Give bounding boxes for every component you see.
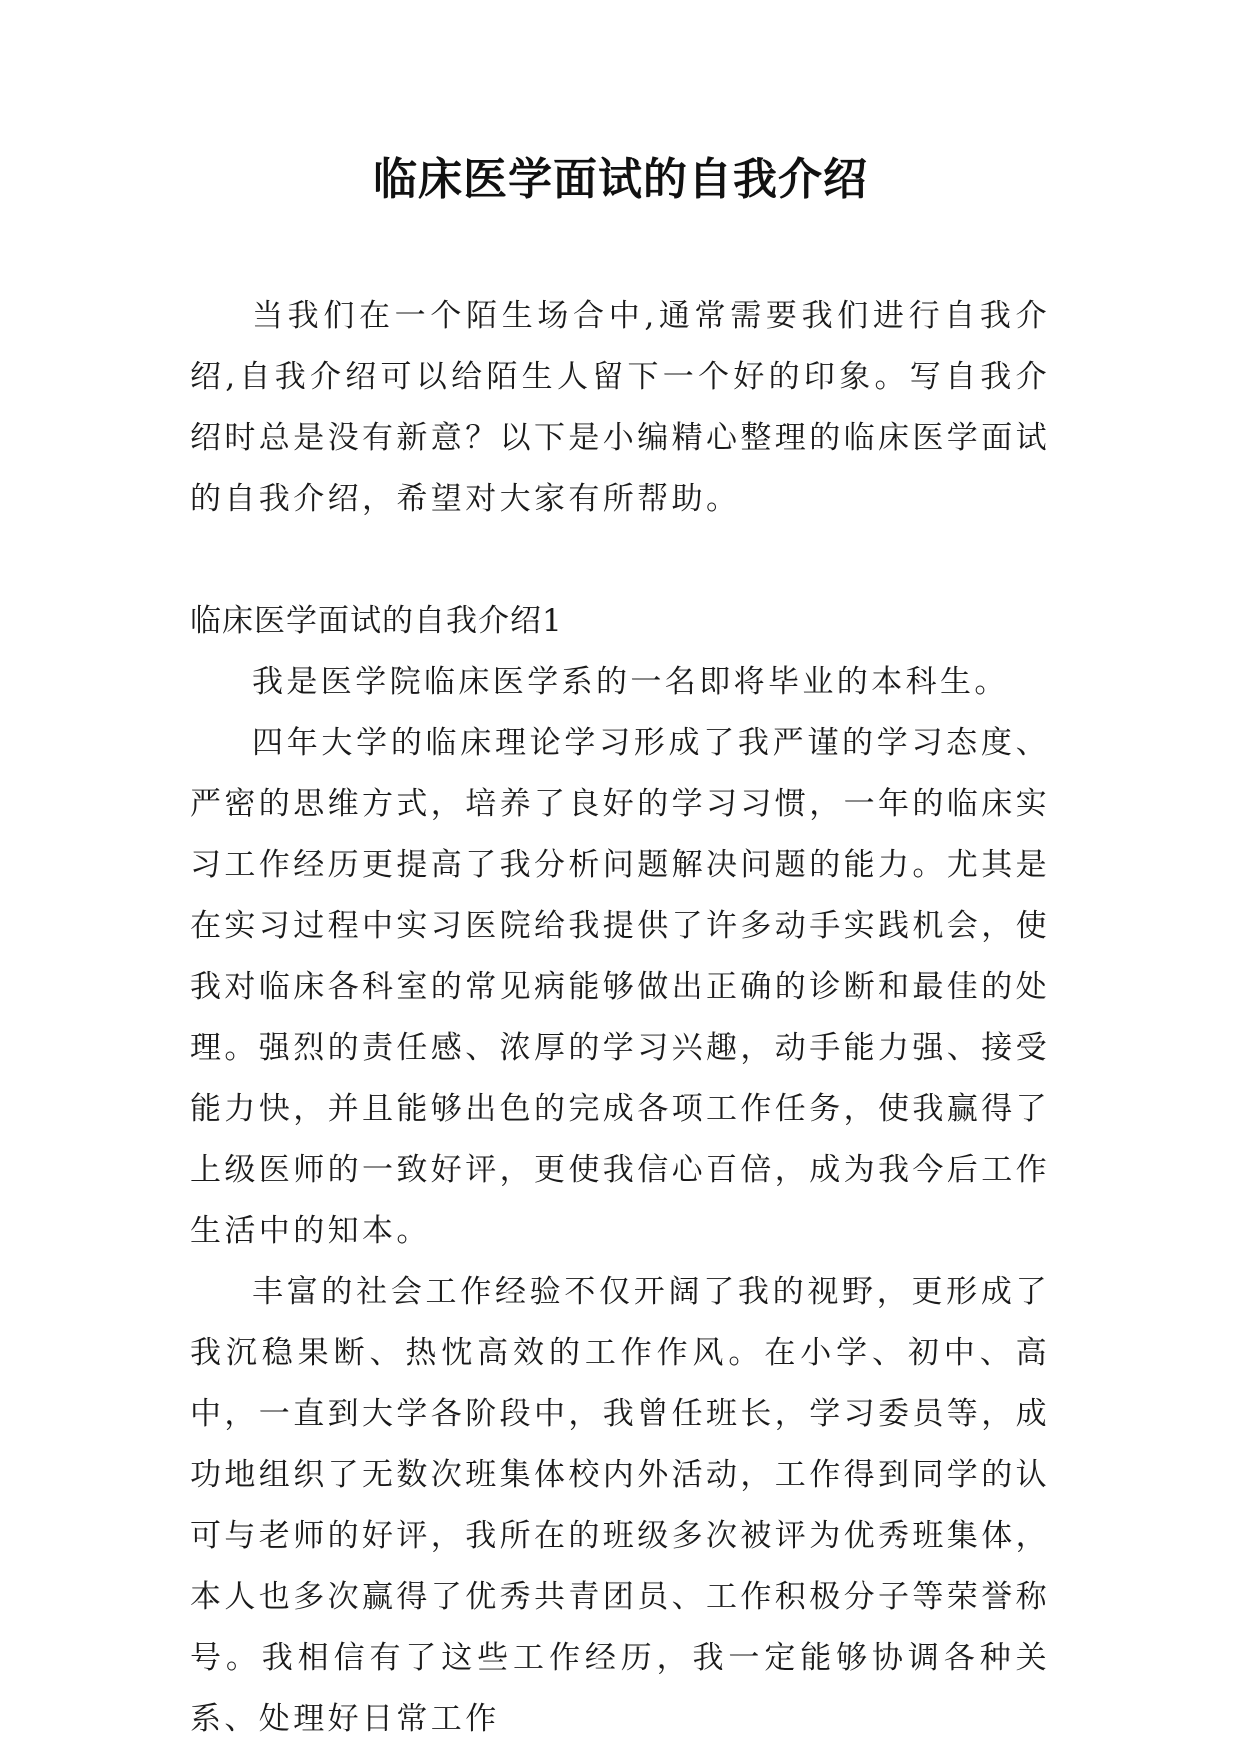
body-paragraph: 四年大学的临床理论学习形成了我严谨的学习态度、严密的思维方式，培养了良好的学习习惯，一年的临床实习工作经历更提高了我分析问题解决问题的能力。尤其是在实习过程中实习医院给我提供了许多动手实践机会，使我对临床各科室的常见病能够做出正确的诊断和最佳的处理。强烈的责任感、浓厚的学习兴趣，动手能力强、接受能力快，并且能够出色的完成各项工作任务，使我赢得了上级医师的一致好评，更使我信心百倍，成为我今后工作生活中的知本。	[190, 725, 1050, 1249]
body-paragraph: 我是医学院临床医学系的一名即将毕业的本科生。	[252, 664, 1009, 700]
body-paragraph: 丰富的社会工作经验不仅开阔了我的视野，更形成了我沉稳果断、热忱高效的工作作风。在小学、初中、高中，一直到大学各阶段中，我曾任班长，学习委员等，成功地组织了无数次班集体校内外活动，工作得到同学的认可与老师的好评，我所在的班级多次被评为优秀班集体，本人也多次赢得了优秀共青团员、工作积极分子等荣誉称号。我相信有了这些工作经历，我一定能够协调各种关系、处理好日常工作	[190, 1274, 1050, 1737]
document-title: 临床医学面试的自我介绍	[373, 154, 868, 205]
document-body	[190, 286, 1050, 1750]
intro-paragraph: 当我们在一个陌生场合中,通常需要我们进行自我介绍,自我介绍可以给陌生人留下一个好的印象。写自我介绍时总是没有新意？以下是小编精心整理的临床医学面试的自我介绍，希望对大家有所帮助。	[190, 298, 1050, 517]
section-heading: 临床医学面试的自我介绍1	[190, 603, 563, 639]
